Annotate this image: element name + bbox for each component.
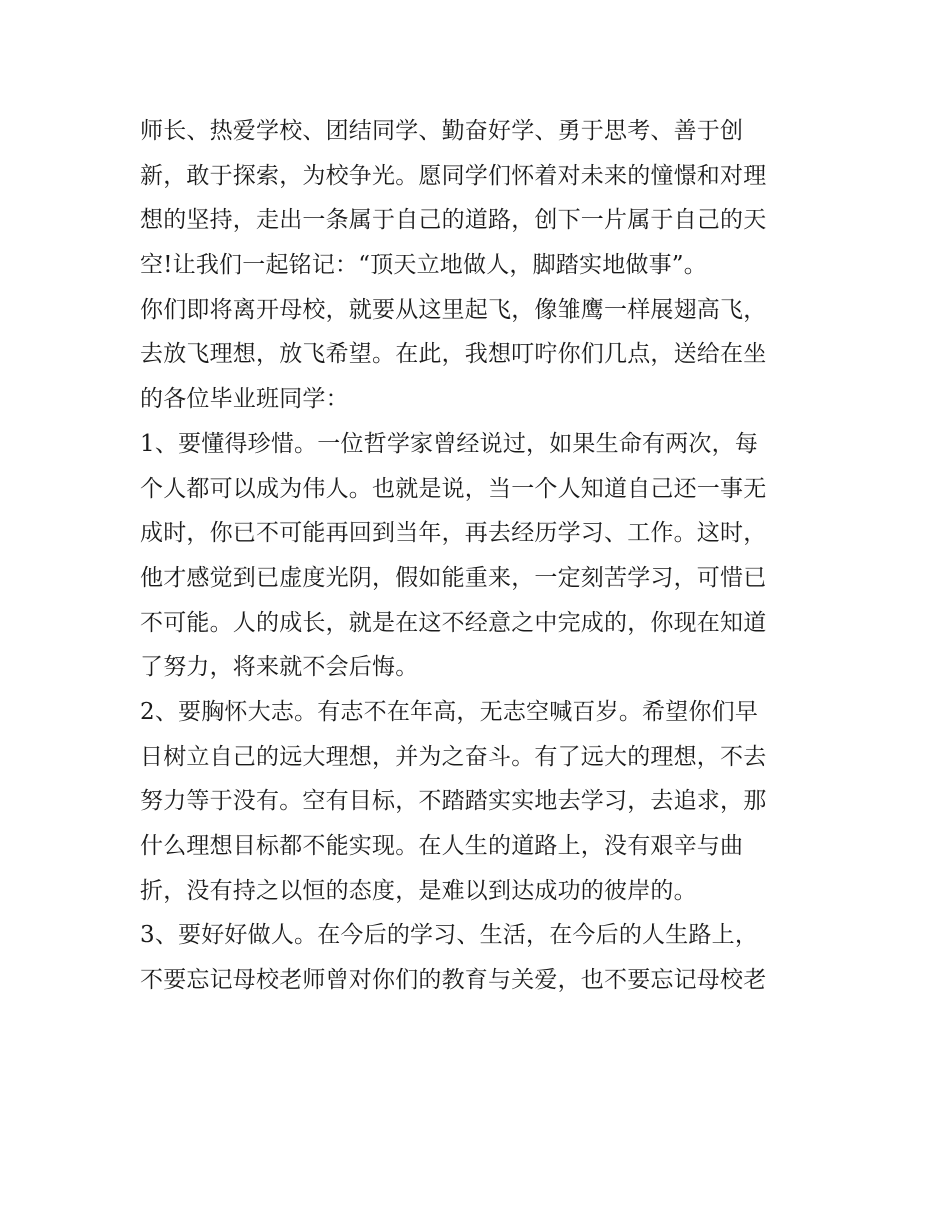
text-line: 不可能。人的成长，就是在这不经意之中完成的，你现在知道 bbox=[140, 609, 767, 636]
text-line: 成时，你已不可能再回到当年，再去经历学习、工作。这时， bbox=[140, 520, 767, 547]
text-line: 3、要好好做人。在今后的学习、生活，在今后的人生路上， bbox=[140, 922, 759, 949]
text-line: 空!让我们一起铭记：“顶天立地做人，脚踏实地做事”。 bbox=[140, 252, 707, 279]
text-line: 2、要胸怀大志。有志不在年高，无志空喊百岁。希望你们早 bbox=[140, 698, 759, 725]
text-line: 的各位毕业班同学： bbox=[140, 386, 349, 413]
body-text bbox=[140, 109, 820, 1003]
text-line: 什么理想目标都不能实现。在人生的道路上，没有艰辛与曲 bbox=[140, 833, 744, 859]
text-line: 个人都可以成为伟人。也就是说，当一个人知道自己还一事无 bbox=[140, 475, 767, 502]
text-line: 努力等于没有。空有目标，不踏踏实实地去学习，去追求，那 bbox=[140, 788, 767, 815]
text-line: 师长、热爱学校、团结同学、勤奋好学、勇于思考、善于创 bbox=[140, 118, 744, 144]
text-line: 他才感觉到已虚度光阴，假如能重来，一定刻苦学习，可惜已 bbox=[140, 564, 767, 591]
text-line: 想的坚持，走出一条属于自己的道路，创下一片属于自己的天 bbox=[140, 207, 767, 234]
text-line: 不要忘记母校老师曾对你们的教育与关爱，也不要忘记母校老 bbox=[140, 967, 767, 994]
text-line: 1、要懂得珍惜。一位哲学家曾经说过，如果生命有两次，每 bbox=[140, 430, 759, 457]
text-line: 折，没有持之以恒的态度，是难以到达成功的彼岸的。 bbox=[140, 877, 697, 904]
text-line: 日树立自己的远大理想，并为之奋斗。有了远大的理想，不去 bbox=[140, 743, 767, 770]
text-line: 了努力，将来就不会后悔。 bbox=[140, 654, 419, 681]
text-line: 新，敢于探索，为校争光。愿同学们怀着对未来的憧憬和对理 bbox=[140, 162, 767, 189]
text-line: 去放飞理想，放飞希望。在此，我想叮咛你们几点，送给在坐 bbox=[140, 341, 767, 368]
text-line: 你们即将离开母校，就要从这里起飞，像雏鹰一样展翅高飞， bbox=[140, 296, 767, 323]
